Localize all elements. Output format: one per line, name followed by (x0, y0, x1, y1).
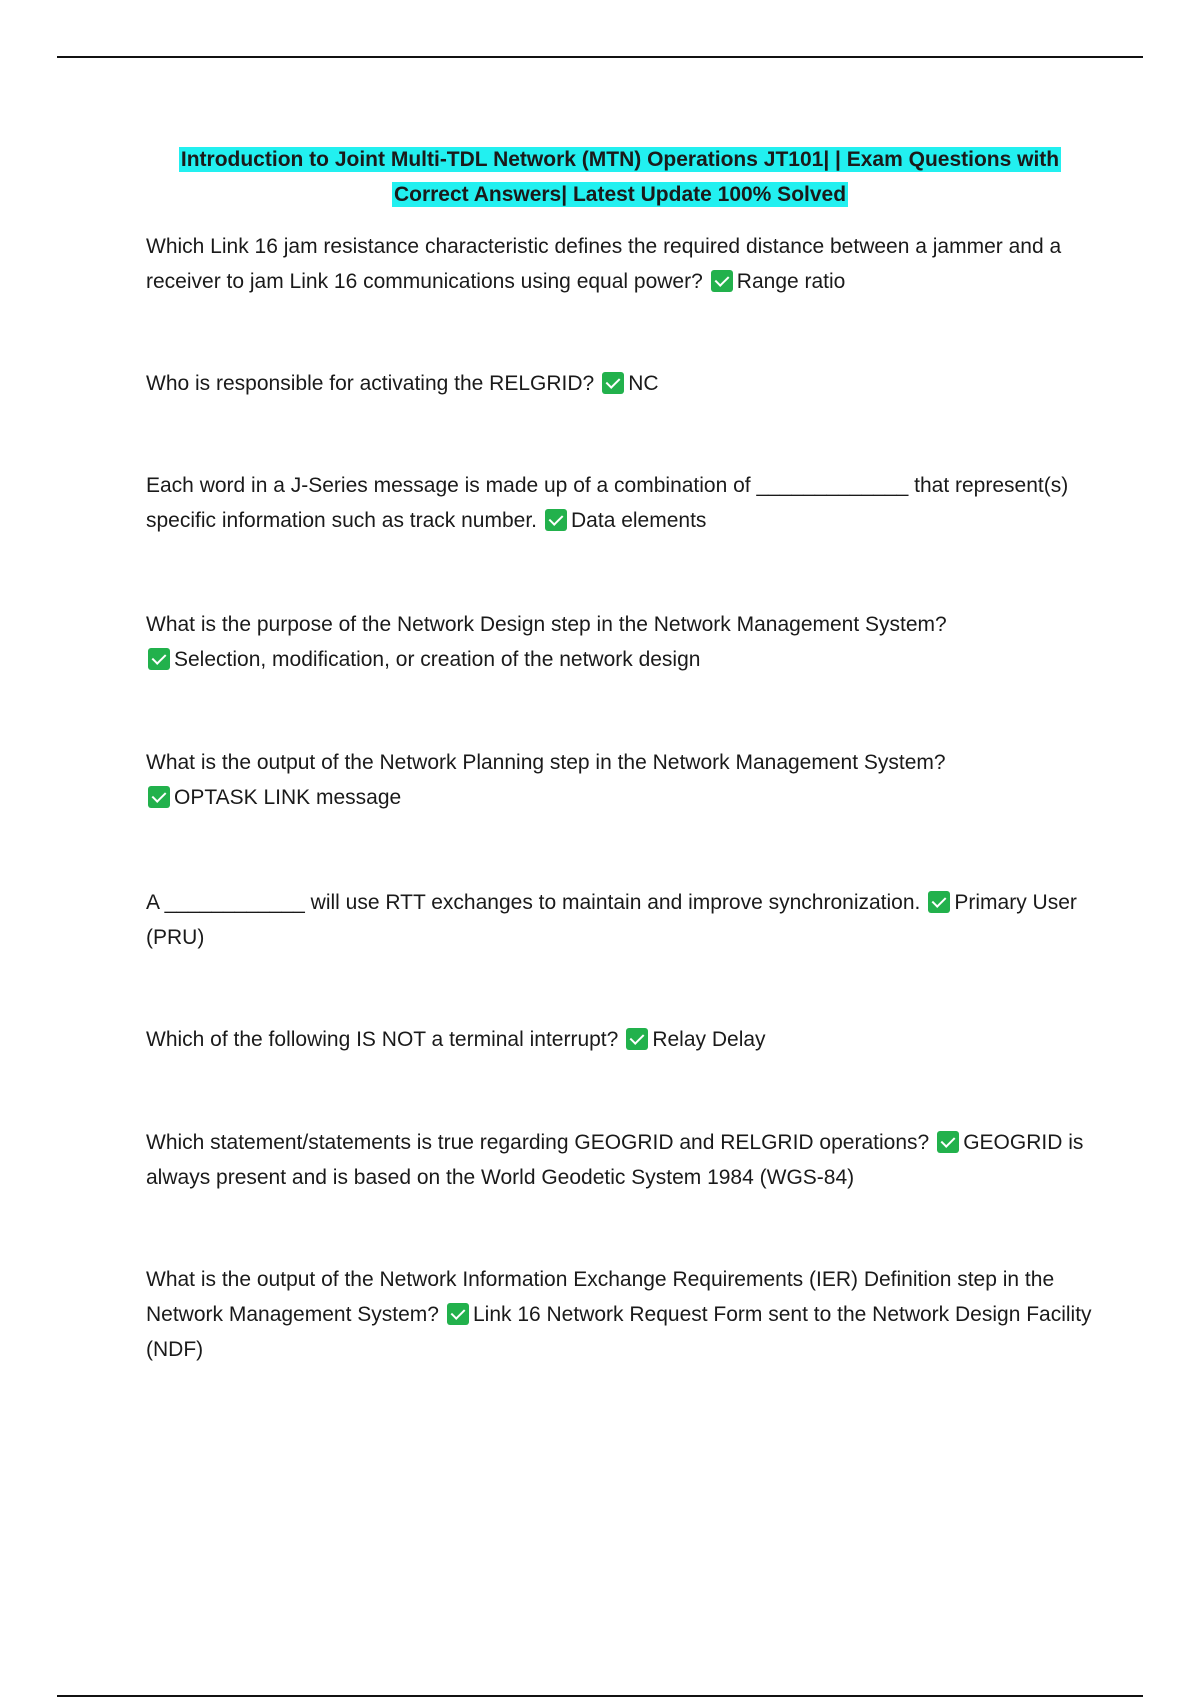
answer-text: Primary User (PRU) (146, 891, 1077, 949)
question-text: Which of the following IS NOT a terminal interrupt? (146, 1028, 619, 1051)
answer-text: Selection, modification, or creation of the network design (174, 648, 701, 671)
question-text: Each word in a J-Series message is made up of a combination of _____________ that represent(s) specific information such as track number. (146, 474, 1069, 532)
qa-item-9 (146, 1262, 1096, 1367)
title-line-2: Correct Answers| Latest Update 100% Solved (393, 183, 847, 206)
check-mark-icon (711, 270, 733, 292)
check-mark-icon (602, 372, 624, 394)
answer-text: Relay Delay (652, 1028, 766, 1051)
check-mark-icon (447, 1303, 469, 1325)
qa-item-4 (146, 607, 1096, 677)
answer-text: NC (628, 372, 659, 395)
question-text: Which Link 16 jam resistance characteristic defines the required distance between a jammer and a receiver to jam Link 16 communications using equal power? (146, 235, 1062, 293)
document-title (145, 142, 1095, 212)
check-mark-icon (928, 891, 950, 913)
title-line-1: Introduction to Joint Multi-TDL Network (MTN) Operations JT101| | Exam Questions with (180, 148, 1060, 171)
question-text: What is the output of the Network Planning step in the Network Management System? (146, 751, 946, 774)
answer-text: GEOGRID is always present and is based on the World Geodetic System 1984 (WGS-84) (146, 1131, 1084, 1189)
qa-item-5 (146, 745, 1096, 815)
qa-item-8 (146, 1125, 1096, 1195)
question-text: What is the output of the Network Information Exchange Requirements (IER) Definition step in the Network Management System? (146, 1268, 1055, 1326)
check-mark-icon (148, 648, 170, 670)
question-text: Which statement/statements is true regarding GEOGRID and RELGRID operations? (146, 1131, 930, 1154)
check-mark-icon (148, 786, 170, 808)
answer-text: Link 16 Network Request Form sent to the Network Design Facility (NDF) (146, 1303, 1092, 1361)
question-text: What is the purpose of the Network Design step in the Network Management System? (146, 613, 947, 636)
check-mark-icon (626, 1028, 648, 1050)
qa-item-2 (146, 366, 1096, 401)
question-text: A ____________ will use RTT exchanges to maintain and improve synchronization. (146, 891, 921, 914)
check-mark-icon (545, 509, 567, 531)
qa-item-6 (146, 885, 1096, 955)
answer-text: Data elements (571, 509, 707, 532)
check-mark-icon (937, 1131, 959, 1153)
answer-text: Range ratio (736, 270, 846, 293)
header-rule (57, 56, 1143, 58)
question-text: Who is responsible for activating the RELGRID? (146, 372, 595, 395)
qa-item-7 (146, 1022, 1096, 1057)
qa-item-1 (146, 229, 1096, 299)
answer-text: OPTASK LINK message (174, 786, 402, 809)
footer-rule (57, 1695, 1143, 1697)
qa-item-3 (146, 468, 1096, 538)
